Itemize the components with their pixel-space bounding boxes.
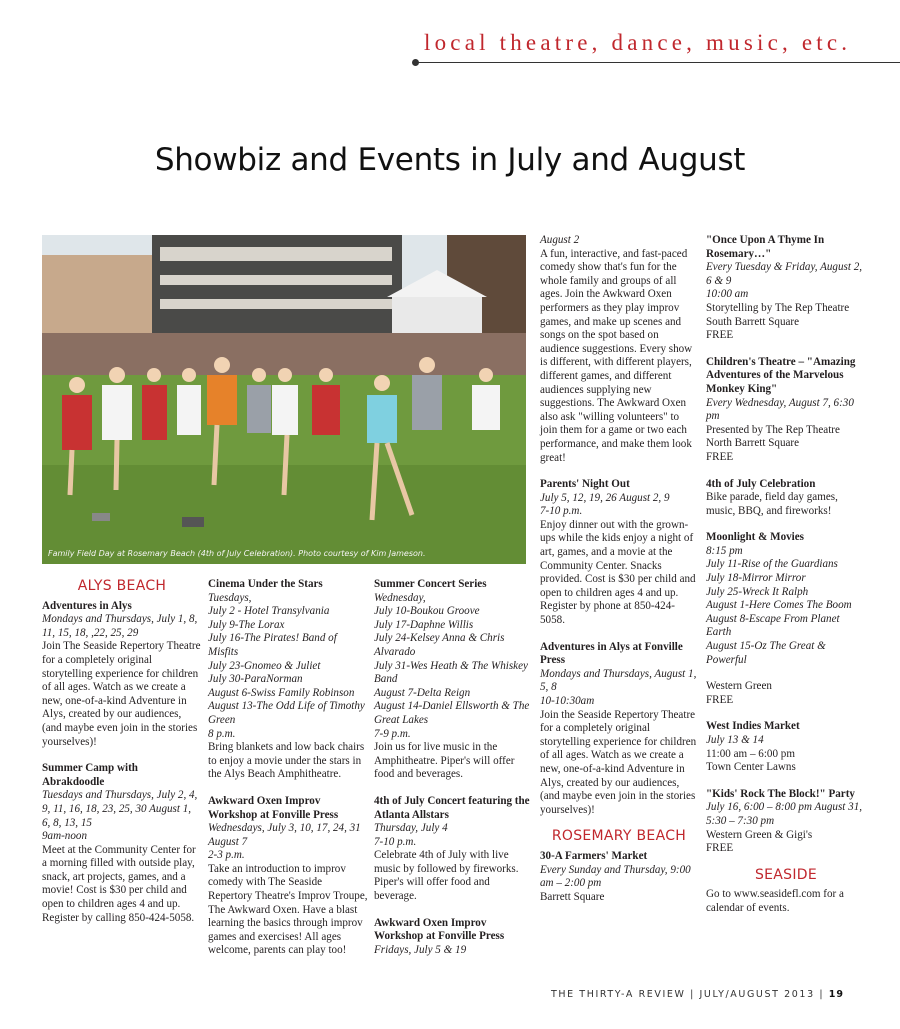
event-description: Bring blankets and low back chairs to enjoy a movie under the stars in the Alys Beach Amphitheatre. [208, 741, 365, 781]
event-parents-night-out [540, 478, 698, 628]
event-title: Adventures in Alys at Fonville Press [540, 640, 683, 667]
event-line: July 18-Mirror Mirror [706, 572, 806, 585]
event-childrens-theatre [706, 356, 866, 465]
event-adventures-fonville-press [540, 641, 698, 818]
event-title: 4th of July Celebration [706, 477, 816, 490]
event-time: 10-10:30am [540, 695, 595, 707]
event-dates: Mondays and Thursdays, July 1, 8, 11, 15, 18, ,22, 25, 29 [42, 613, 198, 639]
section-heading-alys-beach: ALYS BEACH [77, 578, 167, 594]
event-dates: July 16, 6:00 – 8:00 pm August 31, 5:30 – 7:30 pm [706, 801, 863, 827]
event-location: Barrett Square [540, 890, 605, 903]
photo-caption: Family Field Day at Rosemary Beach (4th of July Celebration). Photo courtesy of Kim Jameson. [48, 549, 426, 558]
column-alys-3 [374, 578, 530, 970]
event-dates: Thursday, July 4 [374, 822, 448, 835]
event-line: July 11-Rise of the Guardians [706, 558, 838, 571]
event-line: July 24-Kelsey Anna & Chris Alvarado [374, 632, 505, 658]
event-title: Parents' Night Out [540, 478, 630, 491]
publication-name: THE THIRTY-A REVIEW | JULY/AUGUST 2013 | [550, 989, 825, 1000]
event-title: Summer Concert Series [374, 578, 487, 590]
page-title: Showbiz and Events in July and August [154, 142, 746, 178]
event-title: West Indies Market [706, 720, 800, 733]
event-summer-concert-series [374, 578, 530, 782]
event-description: Meet at the Community Center for a morning filled with outside play, snack, art projects, games, and a movie! Cost is $30 per child and open to children ages 4 and up. Register by calling 850-424-5058. [42, 843, 196, 924]
event-title: Children's Theatre – "Amazing Adventures of the Marvelous Monkey King" [706, 355, 856, 395]
event-line: August 7-Delta Reign [374, 686, 471, 699]
event-title: Awkward Oxen Improv Workshop at Fonville Press [374, 916, 505, 943]
event-description: Enjoy dinner out with the grown-ups while the kids enjoy a night of art, games, and a movie at the Community Center. Snacks provided. Cost is $30 per child and open to children ages 4 and up. Register by phone at 850-424-5058. [540, 518, 696, 627]
section-heading-rosemary-beach: ROSEMARY BEACH [551, 828, 687, 845]
event-dates: July 5, 12, 19, 26 August 2, 9 [540, 491, 670, 504]
event-moonlight-movies [706, 531, 866, 707]
header-rule [416, 62, 900, 63]
event-time: 11:00 am – 6:00 pm [706, 747, 795, 760]
event-title: Cinema Under the Stars [208, 578, 323, 590]
event-description: Celebrate 4th of July with live music by followed by fireworks. Piper's will offer food and beverage. [374, 849, 519, 903]
event-time: 7-10 p.m. [540, 505, 583, 518]
event-dates: August 2 [540, 234, 580, 246]
event-dates: July 13 & 14 [706, 734, 764, 746]
event-description: Join the Seaside Repertory Theatre for a completely original storytelling experience for children of all ages. Watch as we create a new, one-of-a-kind Adventure in Alys, created by our audiences, (and maybe even join in the stories yourselves)! [540, 708, 697, 816]
event-description: Join us for live music in the Amphitheatre. Piper's will offer food and beverages. [374, 741, 515, 781]
event-line: August 15-Oz The Great & Powerful [706, 640, 826, 666]
event-dates: Mondays and Thursdays, August 1, 5, 8 [540, 667, 697, 694]
event-description: Go to www.seasidefl.com for a calendar of events. [706, 888, 844, 914]
event-once-upon-a-thyme [706, 234, 866, 343]
event-line: August 13-The Odd Life of Timothy Green [208, 700, 365, 726]
event-line: Tuesdays, [208, 591, 252, 604]
column-5 [706, 234, 866, 929]
event-dates: Wednesdays, July 3, 10, 17, 24, 31 August 7 [208, 822, 361, 848]
event-awkward-oxen-improv [374, 917, 530, 958]
event-time: 10:00 am [706, 288, 749, 301]
event-description: Take an introduction to improv comedy with The Seaside Repertory Theatre's Improv Troupe, The Awkward Oxen. Have a blast learning the basics through improv games and exercises! All ages welcome, parents can play too! [208, 862, 368, 957]
event-kids-rock-the-block [706, 788, 866, 856]
column-alys-2 [208, 578, 368, 971]
event-cinema-under-the-stars [208, 578, 368, 782]
column-4 [540, 234, 698, 917]
event-awkward-oxen-continued [540, 234, 698, 465]
event-description: Storytelling by The Rep Theatre South Barrett Square [706, 301, 850, 328]
event-dates: Every Tuesday & Friday, August 2, 6 & 9 [706, 261, 863, 287]
event-time: 2-3 p.m. [208, 849, 245, 862]
event-west-indies-market [706, 720, 866, 774]
event-line: August 14-Daniel Ellsworth & The Great Lakes [374, 700, 530, 726]
event-location: Western Green [706, 680, 772, 693]
event-line: August 8-Escape From Planet Earth [706, 612, 840, 639]
event-title: "Kids' Rock The Block!" Party [706, 787, 855, 800]
event-photo [42, 235, 526, 564]
event-awkward-oxen-workshop [208, 795, 368, 958]
event-dates: Every Wednesday, August 7, 6:30 pm [706, 396, 854, 423]
event-title: 4th of July Concert featuring the Atlanta Allstars [374, 794, 530, 821]
event-line: 7-9 p.m. [374, 727, 411, 740]
event-line: July 30-ParaNorman [208, 673, 303, 686]
event-time: 7-10 p.m. [374, 835, 417, 848]
event-title: 30-A Farmers' Market [540, 849, 648, 862]
event-line: 8:15 pm [706, 544, 743, 557]
event-line: July 2 - Hotel Transylvania [208, 605, 330, 618]
event-time: 8 p.m. [208, 727, 236, 740]
event-time: 9am-noon [42, 830, 87, 843]
page-footer [551, 989, 844, 1000]
event-title: "Once Upon A Thyme In Rosemary…" [706, 234, 825, 260]
event-line: July 23-Gnomeo & Juliet [208, 659, 321, 672]
event-4th-of-july-concert [374, 795, 530, 904]
section-header: local theatre, dance, music, etc. [424, 30, 852, 55]
event-line: July 10-Boukou Groove [374, 605, 480, 618]
event-line: July 25-Wreck It Ralph [706, 585, 809, 598]
event-seaside-info [706, 888, 866, 915]
event-dates: Fridays, July 5 & 19 [374, 943, 467, 956]
event-location: Town Center Lawns [706, 761, 796, 774]
event-line: August 1-Here Comes The Boom [706, 599, 852, 612]
event-price: FREE [706, 329, 734, 342]
event-location: Western Green & Gigi's [706, 828, 813, 841]
event-title: Moonlight & Movies [706, 531, 804, 544]
section-heading-seaside: SEASIDE [754, 866, 818, 883]
event-price: FREE [706, 842, 734, 855]
event-summer-camp [42, 762, 202, 925]
event-line: July 16-The Pirates! Band of Misfits [208, 632, 337, 658]
spacer [706, 667, 866, 680]
page-number: 19 [828, 989, 844, 1000]
event-description: Presented by The Rep Theatre North Barrett Square [706, 423, 840, 450]
event-line: July 31-Wes Heath & The Whiskey Band [374, 659, 528, 686]
event-price: FREE [706, 450, 734, 463]
event-dates: Tuesdays and Thursdays, July 2, 4, 9, 11, 16, 18, 23, 25, 30 August 1, 6, 8, 13, 15 [42, 789, 198, 829]
event-line: July 9-The Lorax [208, 618, 285, 631]
event-line: Wednesday, [374, 591, 426, 604]
event-line: July 17-Daphne Willis [374, 618, 474, 631]
field-day-photo [42, 235, 526, 564]
event-title: Awkward Oxen Improv Workshop at Fonville Press [208, 794, 339, 821]
event-adventures-in-alys [42, 600, 202, 750]
event-description: Bike parade, field day games, music, BBQ, and fireworks! [706, 491, 838, 517]
event-description: Join The Seaside Repertory Theatre for a completely original storytelling experience for children of all ages. Watch as we create a new, one-of-a-kind Adventure in Alys, created by our audiences, (and maybe even join in the stories yourselves)! [42, 640, 201, 748]
event-price: FREE [706, 693, 734, 706]
event-line: August 6-Swiss Family Robinson [208, 686, 355, 699]
event-description: A fun, interactive, and fast-paced comedy show that's fun for the whole family and groups of all ages. Join the Awkward Oxen performers as they play improv games, and make up scenes and songs on the spot based on audience suggestions. Every show is different, with different players, different games, and different audiences supplying new suggestions. The Awkward Oxen also ask "willing volunteers" to join them for a game or two each performance, and make them look great! [540, 247, 693, 464]
event-title: Adventures in Alys [42, 599, 132, 612]
event-title: Summer Camp with Abrakdoodle [42, 762, 138, 788]
column-alys-1 [42, 578, 202, 938]
event-farmers-market [540, 850, 698, 904]
event-dates: Every Sunday and Thursday, 9:00 am – 2:00 pm [540, 863, 691, 890]
event-4th-of-july-celebration [706, 478, 866, 519]
